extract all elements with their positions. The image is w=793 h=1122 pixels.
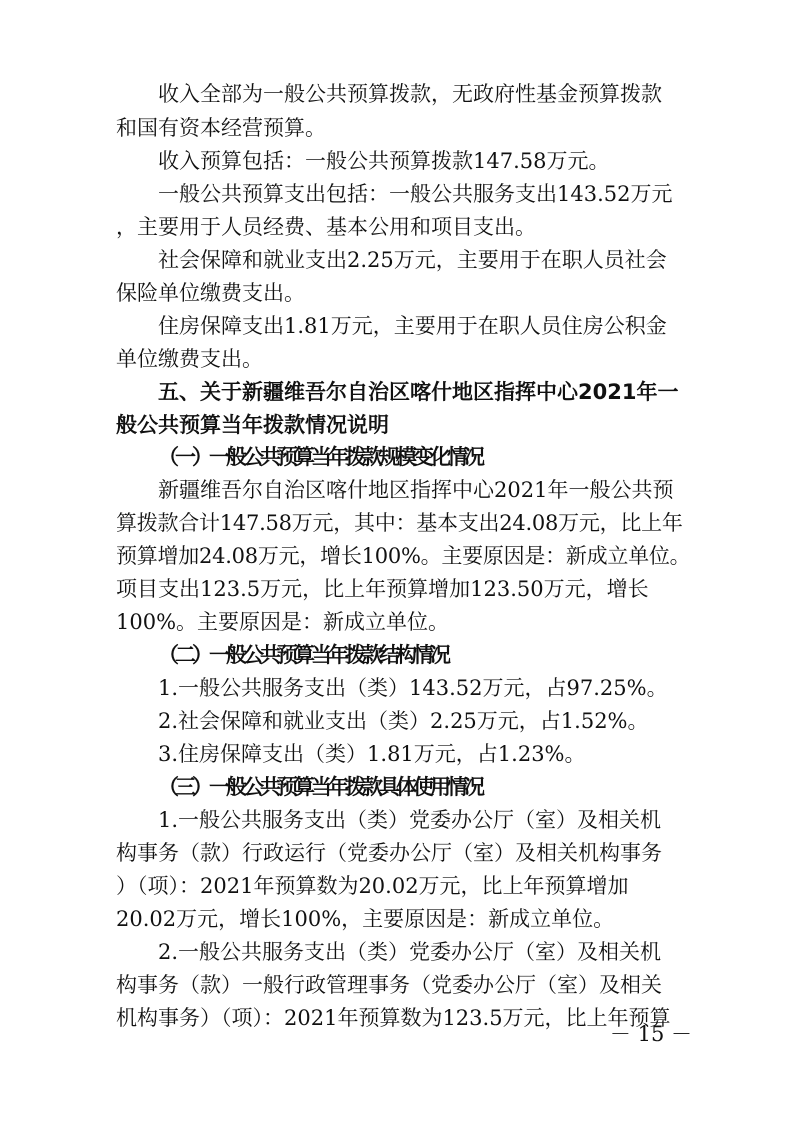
paragraph-line: 和国有资本经营预算。 [116, 116, 326, 140]
paragraph-line: 单位缴费支出。 [116, 347, 263, 371]
paragraph-line: 2.一般公共服务支出（类）党委办公厅（室）及相关机 [158, 940, 662, 964]
paragraph-line: 保险单位缴费支出。 [116, 281, 305, 305]
page-number: － 15 － [609, 1022, 692, 1046]
paragraph-line: 项目支出123.5万元，比上年预算增加123.50万元，增长 [116, 577, 649, 601]
paragraph-line: 社会保障和就业支出2.25万元，主要用于在职人员社会 [158, 248, 667, 272]
paragraph-line: 1.一般公共服务支出（类）党委办公厅（室）及相关机 [158, 808, 662, 832]
paragraph-line: 收入预算包括：一般公共预算拨款147.58万元。 [158, 149, 610, 173]
paragraph-line: 新疆维吾尔自治区喀什地区指挥中心2021年一般公共预 [158, 478, 674, 502]
paragraph-line: 收入全部为一般公共预算拨款，无政府性基金预算拨款 [158, 82, 662, 106]
paragraph-line: 构事务（款）行政运行（党委办公厅（室）及相关机构事务 [116, 841, 662, 865]
paragraph-line: ，主要用于人员经费、基本公用和项目支出。 [116, 215, 536, 239]
list-item: 2.社会保障和就业支出（类）2.25万元，占1.52%。 [158, 709, 649, 733]
paragraph-line: 20.02万元，增长100%，主要原因是：新成立单位。 [116, 907, 615, 931]
subsection-heading: （一）一般公共预算当年拨款规模变化情况 [158, 445, 481, 469]
paragraph-line: 构事务（款）一般行政管理事务（党委办公厅（室）及相关 [116, 973, 662, 997]
section-heading: 五、关于新疆维吾尔自治区喀什地区指挥中心2021年一 [158, 380, 679, 404]
paragraph-line: ）（项）：2021年预算数为20.02万元，比上年预算增加 [116, 874, 629, 898]
paragraph-line: 机构事务）（项）：2021年预算数为123.5万元，比上年预算 [116, 1006, 671, 1030]
paragraph-line: 100%。主要原因是：新成立单位。 [116, 610, 450, 634]
paragraph-line: 一般公共预算支出包括：一般公共服务支出143.52万元 [158, 182, 673, 206]
list-item: 3.住房保障支出（类）1.81万元，占1.23%。 [158, 742, 586, 766]
subsection-heading: （二）一般公共预算当年拨款结构情况 [158, 643, 447, 667]
section-heading-cont: 般公共预算当年拨款情况说明 [116, 413, 389, 437]
list-item: 1.一般公共服务支出（类）143.52万元，占97.25%。 [158, 676, 668, 700]
paragraph-line: 住房保障支出1.81万元，主要用于在职人员住房公积金 [158, 314, 667, 338]
paragraph-line: 算拨款合计147.58万元，其中：基本支出24.08万元，比上年 [116, 511, 683, 535]
subsection-heading: （三）一般公共预算当年拨款具体使用情况 [158, 775, 481, 799]
paragraph-line: 预算增加24.08万元，增长100%。主要原因是：新成立单位。 [116, 544, 691, 568]
